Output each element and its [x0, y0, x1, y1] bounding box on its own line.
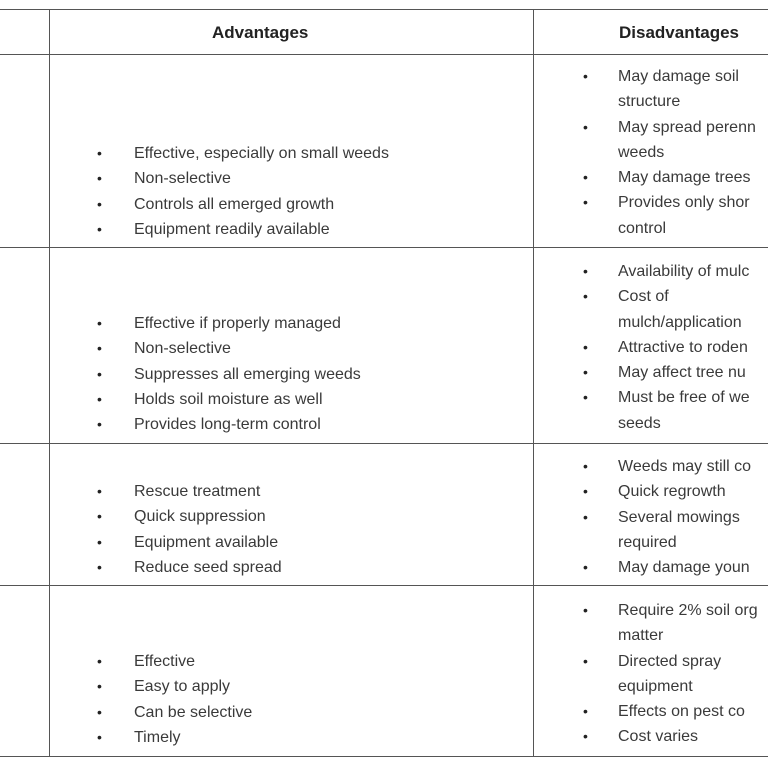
- list-item: • Quick regrowth: [618, 479, 751, 504]
- list-item-continuation: structure: [618, 93, 681, 111]
- list-item: • Provides only shor: [618, 190, 756, 215]
- table-row-divider: [0, 443, 768, 444]
- list-item: • Suppresses all emerging weeds: [134, 362, 361, 387]
- list-item: • Controls all emerged growth: [134, 192, 389, 217]
- table-border-bottom: [0, 756, 768, 757]
- list-item: • Directed spray: [618, 649, 758, 674]
- list-item-continuation: control: [618, 219, 667, 237]
- table-column-divider: [533, 9, 534, 757]
- list-item: • May damage youn: [618, 555, 751, 580]
- list-item: • Cost of: [618, 284, 750, 309]
- list-item: • Provides long-term control: [134, 412, 361, 437]
- table-row-4-advantages: [134, 649, 252, 750]
- list-item: • Effective if properly managed: [134, 311, 361, 336]
- list-item: • Attractive to roden: [618, 335, 750, 360]
- list-item: • Weeds may still co: [618, 454, 751, 479]
- list-item: • Easy to apply: [134, 674, 252, 699]
- list-item: • Non-selective: [134, 336, 361, 361]
- list-item: • Can be selective: [134, 700, 252, 725]
- list-item: • May spread perenn: [618, 115, 756, 140]
- list-item: • Cost varies: [618, 724, 758, 749]
- list-item: • Timely: [134, 725, 252, 750]
- list-item: • Reduce seed spread: [134, 555, 282, 580]
- list-item: • May damage soil: [618, 64, 756, 89]
- list-item: • Several mowings: [618, 505, 751, 530]
- list-item: • Holds soil moisture as well: [134, 387, 361, 412]
- table-row-2-disadvantages: [618, 259, 750, 436]
- list-item: • May affect tree nu: [618, 360, 750, 385]
- list-item: • Effective: [134, 649, 252, 674]
- list-item: • Availability of mulc: [618, 259, 750, 284]
- list-item: • Equipment available: [134, 530, 282, 555]
- list-item-continuation: seeds: [618, 414, 661, 432]
- table-row-divider: [0, 247, 768, 248]
- list-item-continuation: matter: [618, 627, 664, 645]
- table-row-4-disadvantages: [618, 598, 758, 750]
- table-row-divider: [0, 585, 768, 586]
- table-border-top: [0, 9, 768, 10]
- list-item: • Effective, especially on small weeds: [134, 141, 389, 166]
- table-row-3-disadvantages: [618, 454, 751, 580]
- table-row-3-advantages: [134, 479, 282, 580]
- table-header-divider: [0, 54, 768, 55]
- list-item: • Non-selective: [134, 166, 389, 191]
- list-item: • Effects on pest co: [618, 699, 758, 724]
- list-item-continuation: equipment: [618, 677, 693, 695]
- table-column-divider: [49, 9, 50, 757]
- list-item: • Rescue treatment: [134, 479, 282, 504]
- list-item-continuation: mulch/application: [618, 313, 742, 331]
- list-item-continuation: weeds: [618, 143, 665, 161]
- disadvantages-header: Disadvantages: [619, 23, 739, 42]
- table-row-1-disadvantages: [618, 64, 756, 241]
- advantages-header: Advantages: [212, 23, 309, 42]
- list-item: • Quick suppression: [134, 504, 282, 529]
- table-row-1-advantages: [134, 141, 389, 242]
- list-item: • May damage trees: [618, 165, 756, 190]
- list-item-continuation: required: [618, 533, 677, 551]
- table-row-2-advantages: [134, 311, 361, 437]
- list-item: • Equipment readily available: [134, 217, 389, 242]
- list-item: • Require 2% soil org: [618, 598, 758, 623]
- list-item: • Must be free of we: [618, 385, 750, 410]
